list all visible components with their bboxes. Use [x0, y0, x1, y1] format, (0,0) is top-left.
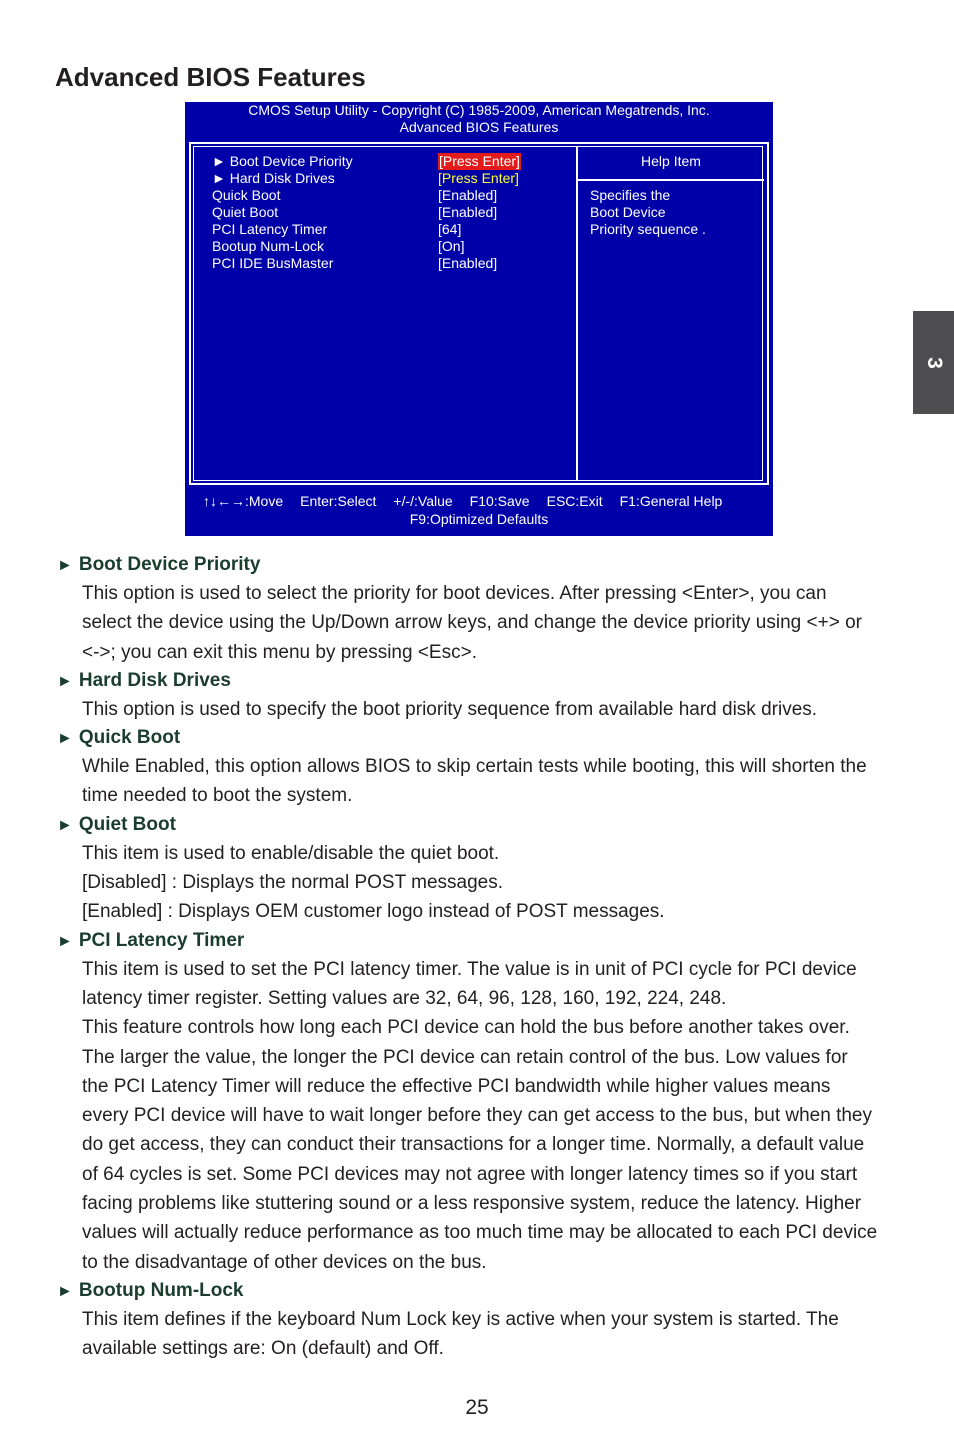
bios-setting-label: Bootup Num-Lock [212, 238, 325, 254]
section-text-line: This item is used to enable/disable the quiet boot. [82, 842, 500, 864]
bios-screenshot [185, 102, 773, 536]
section-heading [57, 811, 902, 839]
section-text-line: the PCI Latency Timer will reduce the effective PCI bandwidth while higher values means [82, 1075, 831, 1097]
section-text-line: to the disadvantage of other devices on the bus. [82, 1251, 487, 1273]
section-text-line: This option is used to specify the boot priority sequence from available hard disk drives. [82, 698, 818, 720]
section-heading [57, 667, 902, 695]
section-heading-text: Bootup Num-Lock [78, 1279, 244, 1301]
help-line: Boot Device [590, 204, 666, 220]
triangle-bullet-icon: ► [57, 557, 73, 574]
footer-key-select: Enter:Select [300, 493, 377, 509]
bios-frame [189, 142, 769, 485]
footer-key-exit: ESC:Exit [546, 493, 603, 509]
help-divider [578, 179, 764, 181]
bios-setting-value[interactable]: [On] [438, 238, 465, 254]
footer-key-help: F1:General Help [619, 493, 723, 509]
bios-setting-label: ► Boot Device Priority [212, 153, 353, 169]
bios-setting-label: Quick Boot [212, 187, 281, 203]
bios-setting-label: ► Hard Disk Drives [212, 170, 335, 186]
help-text [590, 187, 706, 238]
footer-key-save: F10:Save [469, 493, 530, 509]
section-text-line: facing problems like stuttering sound or a less responsive system, reduce the latency. Higher [82, 1193, 862, 1215]
help-title: Help Item [641, 153, 701, 169]
triangle-bullet-icon: ► [57, 672, 73, 690]
section-text-line: latency timer register. Setting values are 32, 64, 96, 128, 160, 192, 224, 248. [82, 987, 727, 1009]
section-text-line: [Enabled] : Displays OEM customer logo instead of POST messages. [82, 901, 665, 923]
section-text-line: While Enabled, this option allows BIOS to skip certain tests while booting, this will shorten the [82, 756, 867, 778]
bios-header-copyright: CMOS Setup Utility - Copyright (C) 1985-2009, American Megatrends, Inc. [248, 102, 710, 118]
bios-setting-label: PCI IDE BusMaster [212, 255, 334, 271]
section-heading [57, 724, 902, 752]
footer-key-defaults: F9:Optimized Defaults [409, 511, 549, 527]
bios-setting-value[interactable]: [Enabled] [438, 187, 498, 203]
bios-setting-value[interactable]: [Enabled] [438, 204, 498, 220]
section-text-line: This feature controls how long each PCI device can hold the bus before another takes over. [82, 1017, 850, 1039]
bios-setting-label: PCI Latency Timer [212, 221, 328, 237]
section-heading-text: Boot Device Priority [78, 554, 261, 575]
bios-setting-value[interactable]: [Press Enter] [439, 153, 520, 169]
bios-setting-value[interactable]: [Enabled] [438, 255, 498, 271]
help-line: Priority sequence . [590, 221, 706, 237]
triangle-bullet-icon: ► [57, 1282, 73, 1300]
bios-setting-value[interactable]: [64] [438, 221, 462, 237]
section-heading-text: Quiet Boot [78, 813, 176, 835]
section-text-line: This item is used to set the PCI latency timer. The value is in unit of PCI cycle for PCI device [82, 958, 857, 980]
sections-content [57, 551, 902, 1364]
bios-footer-keys [203, 492, 739, 510]
page-number: 25 [465, 1396, 489, 1419]
section-text-line: <->; you can exit this menu by pressing <Esc>. [82, 641, 477, 663]
section-heading-text: PCI Latency Timer [78, 929, 245, 951]
section-text-line: available settings are: On (default) and Off. [82, 1338, 444, 1360]
help-line: Specifies the [590, 187, 671, 203]
bios-setting-label: Quiet Boot [212, 204, 279, 220]
page-title: Advanced BIOS Features [55, 62, 366, 92]
section-text-line: do get access, they can conduct their transactions for a longer time. Normally, a default value [82, 1134, 865, 1156]
section-heading [57, 551, 902, 579]
bios-panel-divider [576, 147, 578, 480]
section-text-line: values will actually reduce performance as too much time may be allocated to each PCI device [82, 1222, 878, 1244]
section-heading-text: Quick Boot [78, 727, 181, 749]
section-text-line: This item defines if the keyboard Num Lock key is active when your system is started. The [82, 1308, 839, 1330]
section-text-line: select the device using the Up/Down arrow keys, and change the device priority using <+> or [82, 612, 862, 634]
section-heading [57, 927, 902, 955]
triangle-bullet-icon: ► [57, 816, 73, 834]
bios-frame-inner [193, 146, 763, 481]
footer-key-value: +/-/:Value [393, 493, 453, 509]
section-text-line: [Disabled] : Displays the normal POST messages. [82, 872, 503, 894]
footer-key-move: ↑↓←→:Move [203, 493, 284, 509]
chapter-tab [913, 311, 954, 414]
section-text-line: This option is used to select the priority for boot devices. After pressing <Enter>, you can [82, 583, 827, 604]
section-text-line: every PCI device will have to wait longer before they can get access to the bus, but when they [82, 1105, 872, 1127]
triangle-bullet-icon: ► [57, 932, 73, 950]
section-heading-text: Hard Disk Drives [78, 669, 231, 691]
section-text-line: The larger the value, the longer the PCI device can retain control of the bus. Low values for [82, 1046, 848, 1068]
chapter-number: 3 [922, 356, 946, 369]
section-text-line: time needed to boot the system. [82, 785, 353, 807]
bios-header-title: Advanced BIOS Features [399, 119, 559, 135]
section-heading [57, 1277, 902, 1305]
triangle-bullet-icon: ► [57, 730, 73, 748]
section-text-line: of 64 cycles is set. Some PCI devices may not agree with longer latency times so if you start [82, 1163, 858, 1185]
bios-setting-value[interactable]: [Press Enter] [438, 170, 519, 186]
